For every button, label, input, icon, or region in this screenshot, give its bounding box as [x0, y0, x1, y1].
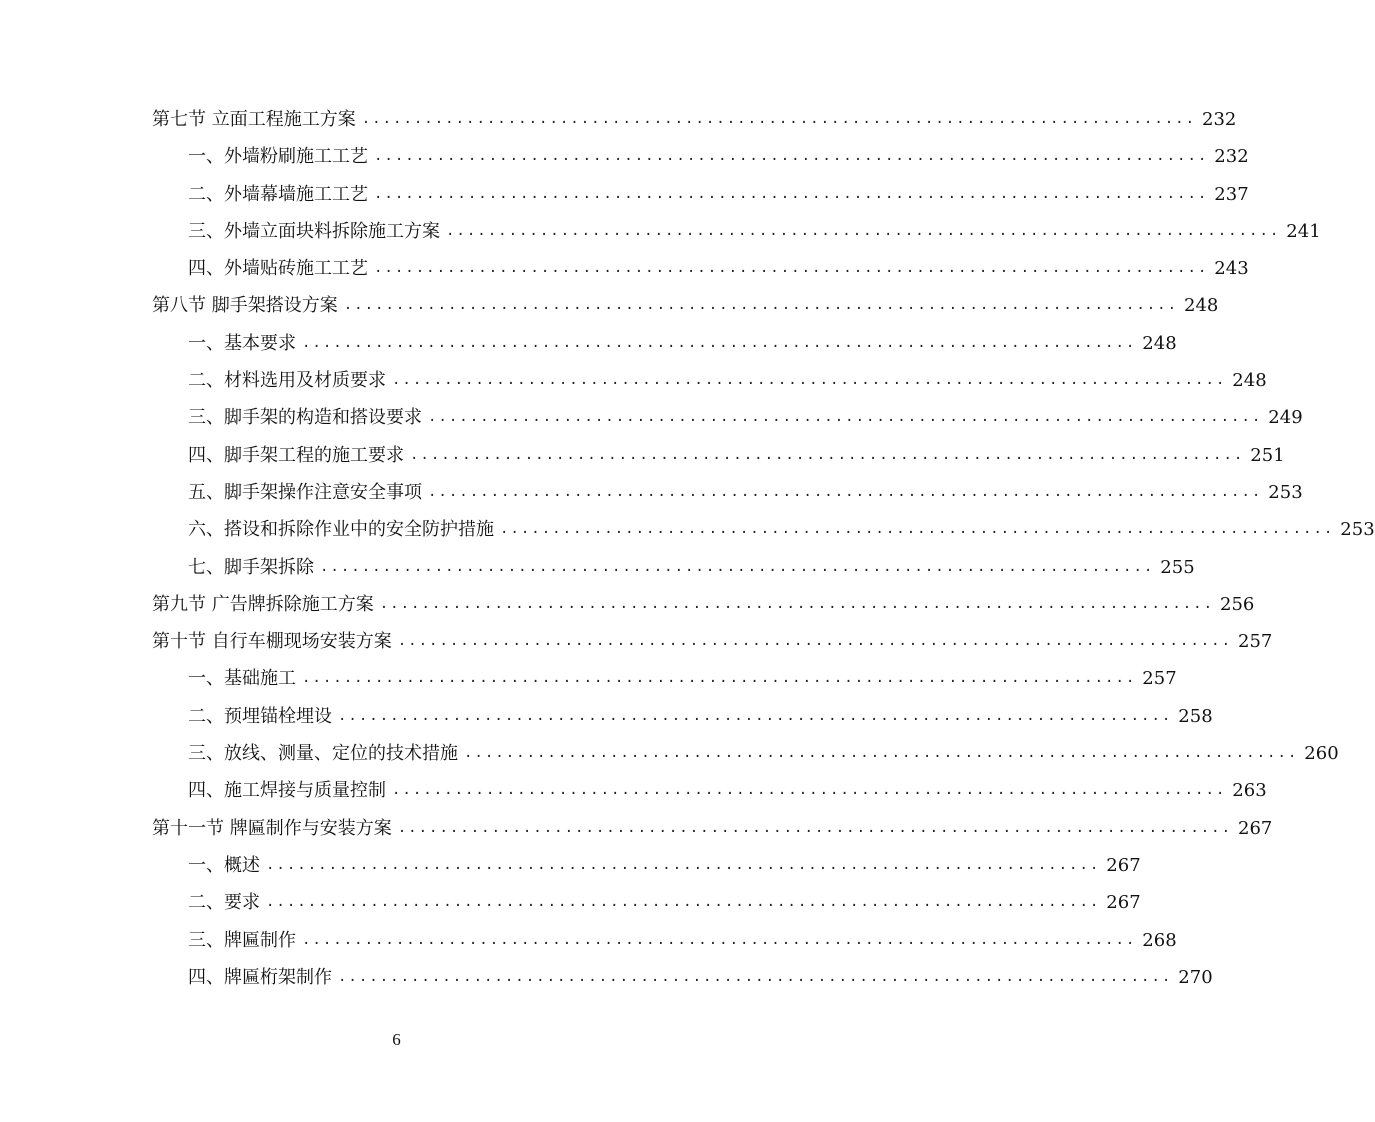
toc-entry-label: 一、概述 — [188, 854, 260, 876]
toc-section-entry[interactable] — [152, 287, 1219, 324]
toc-entry-page-number: 267 — [1106, 892, 1141, 914]
toc-entry-label: 第七节 立面工程施工方案 — [152, 109, 356, 130]
toc-entry-page-number: 258 — [1178, 705, 1213, 727]
toc-entry-page-number: 232 — [1202, 109, 1237, 130]
toc-dot-leader: ................................................................................ — [302, 670, 1137, 687]
toc-dot-leader: ................................................................................ — [361, 111, 1197, 127]
toc-entry-label: 第十节 自行车棚现场安装方案 — [152, 631, 392, 653]
toc-entry-label: 五、脚手架操作注意安全事项 — [188, 481, 422, 503]
toc-dot-leader: ................................................................................ — [302, 931, 1137, 948]
toc-entry-label: 二、要求 — [188, 892, 260, 914]
toc-entry-page-number: 241 — [1286, 220, 1321, 242]
toc-entry-label: 一、外墙粉刷施工工艺 — [188, 146, 368, 168]
toc-entry-page-number: 257 — [1238, 631, 1273, 653]
toc-entry-page-number: 268 — [1142, 929, 1177, 951]
toc-subsection-entry[interactable] — [152, 549, 1195, 586]
toc-dot-leader: ................................................................................ — [374, 148, 1209, 165]
toc-subsection-entry[interactable] — [152, 511, 1375, 548]
toc-dot-leader: ................................................................................ — [428, 409, 1263, 426]
toc-subsection-entry[interactable] — [152, 399, 1303, 436]
table-of-contents — [152, 101, 1375, 996]
toc-dot-leader: ................................................................................ — [343, 297, 1179, 314]
toc-entry-label: 二、外墙幕墙施工工艺 — [188, 183, 368, 205]
toc-subsection-entry[interactable] — [152, 660, 1177, 697]
toc-entry-label: 四、施工焊接与质量控制 — [188, 780, 386, 802]
toc-entry-label: 四、脚手架工程的施工要求 — [188, 444, 404, 466]
toc-dot-leader: ................................................................................ — [302, 334, 1137, 351]
toc-entry-page-number: 270 — [1178, 966, 1213, 988]
toc-subsection-entry[interactable] — [152, 176, 1249, 213]
toc-dot-leader: ................................................................................ — [320, 558, 1155, 575]
toc-subsection-entry[interactable] — [152, 847, 1141, 884]
toc-entry-label: 第十一节 牌匾制作与安装方案 — [152, 817, 392, 839]
toc-subsection-entry[interactable] — [152, 959, 1213, 996]
toc-subsection-entry[interactable] — [152, 325, 1177, 362]
toc-entry-page-number: 237 — [1214, 183, 1249, 205]
toc-dot-leader: ................................................................................ — [397, 819, 1233, 836]
toc-entry-page-number: 249 — [1268, 407, 1303, 429]
page-number: 6 — [392, 1030, 401, 1049]
toc-dot-leader: ................................................................................ — [464, 745, 1299, 762]
toc-entry-label: 二、预埋锚栓埋设 — [188, 705, 332, 727]
toc-entry-page-number: 243 — [1214, 258, 1249, 280]
toc-entry-page-number: 255 — [1160, 556, 1195, 578]
toc-dot-leader: ................................................................................ — [392, 372, 1227, 389]
toc-entry-label: 六、搭设和拆除作业中的安全防护措施 — [188, 519, 494, 541]
toc-entry-page-number: 256 — [1220, 593, 1255, 615]
toc-section-entry[interactable] — [152, 810, 1273, 847]
toc-subsection-entry[interactable] — [152, 698, 1213, 735]
toc-entry-page-number: 253 — [1340, 519, 1375, 541]
toc-entry-label: 四、外墙贴砖施工工艺 — [188, 258, 368, 280]
toc-entry-page-number: 248 — [1184, 295, 1219, 317]
toc-entry-page-number: 260 — [1304, 743, 1339, 765]
toc-entry-page-number: 267 — [1106, 854, 1141, 876]
toc-entry-label: 一、基本要求 — [188, 332, 296, 354]
toc-dot-leader: ................................................................................ — [266, 894, 1101, 911]
toc-subsection-entry[interactable] — [152, 362, 1267, 399]
toc-entry-label: 二、材料选用及材质要求 — [188, 370, 386, 392]
toc-entry-page-number: 263 — [1232, 780, 1267, 802]
toc-entry-page-number: 253 — [1268, 481, 1303, 503]
toc-entry-page-number: 232 — [1214, 146, 1249, 168]
toc-dot-leader: ................................................................................ — [428, 483, 1263, 500]
toc-entry-label: 三、外墙立面块料拆除施工方案 — [188, 220, 440, 242]
toc-entry-page-number: 248 — [1142, 332, 1177, 354]
toc-subsection-entry[interactable] — [152, 884, 1141, 921]
toc-dot-leader: ................................................................................ — [410, 446, 1245, 463]
toc-entry-label: 四、牌匾桁架制作 — [188, 966, 332, 988]
toc-dot-leader: ................................................................................ — [266, 856, 1101, 873]
toc-dot-leader: ................................................................................ — [374, 260, 1209, 277]
toc-entry-page-number: 267 — [1238, 817, 1273, 839]
toc-section-entry[interactable] — [152, 101, 1237, 138]
toc-entry-label: 一、基础施工 — [188, 668, 296, 690]
toc-dot-leader: ................................................................................ — [338, 707, 1173, 724]
toc-dot-leader: ................................................................................ — [374, 185, 1209, 202]
toc-dot-leader: ................................................................................ — [446, 222, 1281, 239]
toc-subsection-entry[interactable] — [152, 437, 1285, 474]
toc-subsection-entry[interactable] — [152, 138, 1249, 175]
toc-subsection-entry[interactable] — [152, 922, 1177, 959]
toc-subsection-entry[interactable] — [152, 250, 1249, 287]
toc-entry-label: 第九节 广告牌拆除施工方案 — [152, 593, 374, 615]
toc-subsection-entry[interactable] — [152, 772, 1267, 809]
toc-dot-leader: ................................................................................ — [379, 595, 1215, 612]
toc-entry-page-number: 248 — [1232, 370, 1267, 392]
toc-entry-label: 三、脚手架的构造和搭设要求 — [188, 407, 422, 429]
toc-entry-label: 三、放线、测量、定位的技术措施 — [188, 743, 458, 765]
toc-section-entry[interactable] — [152, 586, 1255, 623]
toc-subsection-entry[interactable] — [152, 735, 1339, 772]
toc-dot-leader: ................................................................................ — [338, 968, 1173, 985]
toc-entry-label: 第八节 脚手架搭设方案 — [152, 295, 338, 317]
toc-entry-page-number: 257 — [1142, 668, 1177, 690]
toc-subsection-entry[interactable] — [152, 213, 1321, 250]
toc-entry-label: 三、牌匾制作 — [188, 929, 296, 951]
toc-dot-leader: ................................................................................ — [392, 782, 1227, 799]
toc-entry-page-number: 251 — [1250, 444, 1285, 466]
toc-dot-leader: ................................................................................ — [397, 633, 1233, 650]
toc-subsection-entry[interactable] — [152, 474, 1303, 511]
toc-section-entry[interactable] — [152, 623, 1273, 660]
toc-dot-leader: ................................................................................ — [500, 521, 1335, 538]
toc-entry-label: 七、脚手架拆除 — [188, 556, 314, 578]
